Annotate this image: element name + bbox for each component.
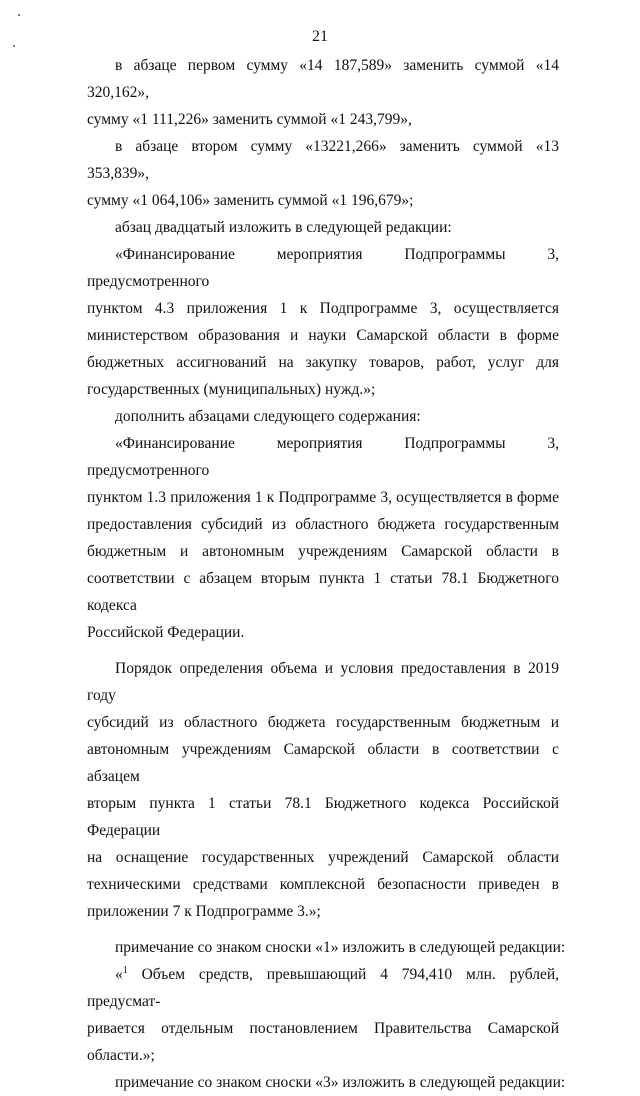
text-line: абзац двадцатый изложить в следующей редакции:: [115, 219, 452, 236]
text-line: на оснащение государственных учреждений Самарской области: [87, 849, 559, 866]
footnote-text: Объем средств, превышающий 4 794,410 млн. рублей, предусмат-: [87, 966, 559, 1010]
footnote-marker: 1: [122, 965, 128, 976]
text-line: области.»;: [87, 1047, 155, 1064]
text-line: Порядок определения объема и условия предоставления в 2019 году: [87, 660, 559, 704]
paragraph-first-abzac: [87, 52, 559, 133]
paragraph-quote-financing-4-3: [87, 241, 559, 403]
text-line: автономным учреждениям Самарской области в соответствии с абзацем: [87, 741, 559, 785]
paragraph-second-abzac: [87, 133, 559, 214]
document-body: [87, 52, 566, 1096]
paragraph-footnote-1-text: [87, 961, 559, 1069]
footnote-open-quote: «: [115, 966, 123, 983]
paragraph-supplement-instruction: [87, 403, 559, 430]
text-line: вторым пункта 1 статьи 78.1 Бюджетного кодекса Российской Федерации: [87, 795, 559, 839]
paragraph-footnote-1-instruction: [87, 934, 566, 961]
text-line: бюджетных ассигнований на закупку товаров, работ, услуг для: [87, 354, 559, 371]
page-number: 21: [312, 28, 328, 45]
text-line: Российской Федерации.: [87, 624, 245, 641]
text-line: пунктом 4.3 приложения 1 к Подпрограмме 3, осуществляется: [87, 300, 559, 317]
text-line: соответствии с абзацем вторым пункта 1 статьи 78.1 Бюджетного кодекса: [87, 570, 559, 614]
paragraph-twentieth-instruction: [87, 214, 559, 241]
text-line: в абзаце втором сумму «13221,266» заменить суммой «13 353,839»,: [87, 138, 559, 182]
text-line: предоставления субсидий из областного бюджета государственным: [87, 516, 559, 533]
text-line: субсидий из областного бюджета государственным бюджетным и: [87, 714, 559, 731]
text-line: бюджетным и автономным учреждениям Самарской области в: [87, 543, 559, 560]
text-line: техническими средствами комплексной безопасности приведен в: [87, 876, 559, 893]
text-line: ривается отдельным постановлением Правительства Самарской: [87, 1020, 559, 1037]
paragraph-procedure: [87, 655, 559, 925]
paragraph-footnote-3-instruction: [87, 1069, 566, 1096]
scan-speck: [18, 14, 20, 16]
text-line: приложении 7 к Подпрограмме 3.»;: [87, 903, 321, 920]
text-line: примечание со знаком сноски «3» изложить в следующей редакции:: [115, 1074, 566, 1091]
text-line: [87, 961, 559, 1015]
text-line: государственных (муниципальных) нужд.»;: [87, 381, 376, 398]
text-line: пунктом 1.3 приложения 1 к Подпрограмме 3, осуществляется в форме: [87, 489, 559, 506]
text-line: примечание со знаком сноски «1» изложить в следующей редакции:: [115, 939, 566, 956]
paragraph-quote-financing-1-3: [87, 430, 559, 646]
text-line: в абзаце первом сумму «14 187,589» заменить суммой «14 320,162»,: [87, 57, 559, 101]
text-line: министерством образования и науки Самарской области в форме: [87, 327, 559, 344]
text-line: сумму «1 064,106» заменить суммой «1 196,679»;: [87, 192, 414, 209]
text-line: «Финансирование мероприятия Подпрограммы 3, предусмотренного: [87, 435, 559, 479]
text-line: «Финансирование мероприятия Подпрограммы 3, предусмотренного: [87, 246, 559, 290]
text-line: дополнить абзацами следующего содержания:: [115, 408, 421, 425]
text-line: сумму «1 111,226» заменить суммой «1 243,799»,: [87, 111, 412, 128]
